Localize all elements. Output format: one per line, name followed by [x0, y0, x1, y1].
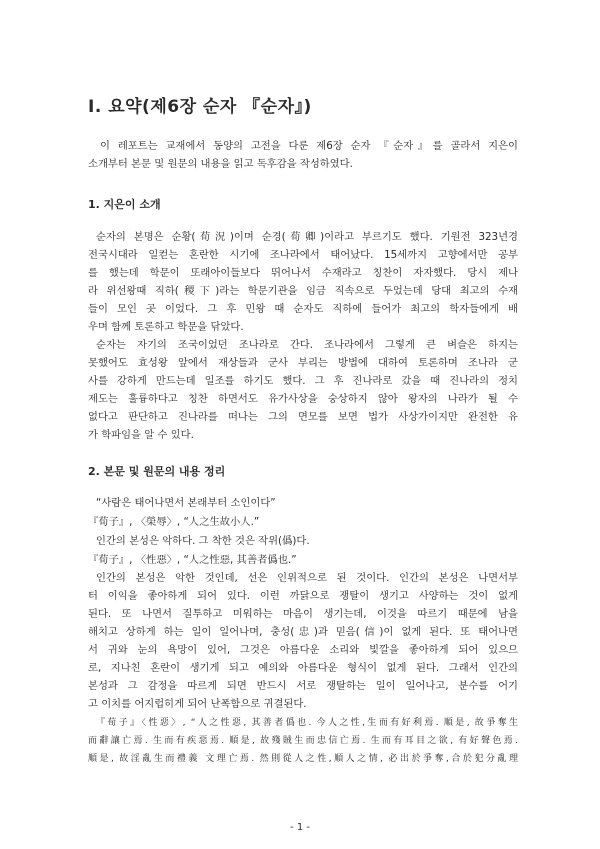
original-text-line: 而辭讓亡焉. 生而有疾惡焉. 順是, 故殘賊生而忠信亡焉. 生而有耳目之欲, 有好聲色焉.	[88, 736, 518, 746]
paragraph-line: 들이 모인 곳 이었다. 그 후 민왕 때 순자도 직하에 들어가 최고의 학자들에게 배	[88, 303, 518, 315]
paragraph-line: 제도는 훌륭하다고 칭찬 하면서도 유가사상을 숭상하지 않아 왕자의 나라가 될 수	[88, 393, 518, 405]
original-text-line: 『荀子』〈性惡〉, “人之性惡, 其善者僞也. 今人之性,生而有好利焉. 順是, 故爭奪生	[96, 718, 518, 728]
intro-line: 이 레포트는 교재에서 동양의 고전을 다룬 제6장 순자 『순자』를 골라서 지은이	[100, 140, 518, 152]
section-heading-author: 1. 지은이 소개	[88, 198, 161, 211]
section-heading-content: 2. 본문 및 원문의 내용 정리	[88, 465, 226, 478]
paragraph-line: 순자의 본명은 순황(荀況)이며 순경(荀卿)이라고 부르기도 했다. 기원전 323년경	[96, 231, 518, 243]
page-title: Ⅰ. 요약(제6장 순자 『순자』)	[88, 97, 312, 117]
original-text-line: 順是, 故淫亂生而禮義 文理亡焉. 然則從人之性,順人之情, 必出於爭奪,合於犯分亂理	[88, 754, 518, 764]
paragraph-line: 를 했는데 학문이 또래아이들보다 뛰어나서 수재라고 칭찬이 자자했다. 당시 제나	[88, 267, 518, 279]
content-paragraph	[88, 569, 518, 713]
paragraph-line: 본성과 그 감정을 따르게 되면 반드시 서로 쟁탈하는 일이 일어나고, 분수를 어기	[88, 680, 518, 692]
quote-source: 『荀子』, 〈性惡〉, “人之性惡, 其善者僞也.”	[88, 554, 297, 566]
quote-line: 인간의 본성은 악하다. 그 착한 것은 작위(僞)다.	[96, 535, 310, 547]
paragraph-line: 못했어도 효성왕 앞에서 재상들과 군사 부리는 방법에 대하여 토론하며 조나라 군	[88, 357, 518, 369]
paragraph-line: 고 이치를 어지럽히게 되어 난폭함으로 귀결된다.	[88, 698, 307, 710]
quote-line: “사람은 태어나면서 본래부터 소인이다”	[96, 497, 276, 509]
paragraph-line: 가 학파임을 알 수 있다.	[88, 429, 194, 441]
paragraph-line: 된다. 또 나면서 질투하고 미워하는 마음이 생기는데, 이것을 따르기 때문에 남을	[88, 608, 518, 620]
paragraph-line: 로, 지나친 혼란이 생기게 되고 예의와 아름다운 형식이 없게 된다. 그래서 인간의	[88, 662, 518, 674]
paragraph-line: 인간의 본성은 악한 것인데, 선은 인위적으로 된 것이다. 인간의 본성은 나면서부	[96, 572, 518, 584]
original-text-paragraph	[88, 714, 518, 768]
page-number: - 1 -	[290, 822, 310, 833]
paragraph-line: 터 이익을 좋아하게 되어 있다. 이런 까닭으로 쟁탈이 생기고 사양하는 것이 없게	[88, 590, 518, 602]
paragraph-line: 해치고 상하게 하는 일이 일어나며, 충성(忠)과 믿음(信)이 없게 된다. 또 태어나면	[88, 626, 518, 638]
paragraph-line: 없다고 판단하고 진나라를 떠나는 그의 면모를 보면 법가 사상가이지만 완전한 유	[88, 411, 518, 423]
paragraph-line: 사를 강하게 만드는데 일조를 하기도 했다. 그 후 진나라로 갔을 때 진나라의 정치	[88, 375, 518, 387]
author-paragraph-1	[88, 228, 518, 336]
paragraph-line: 우며 함께 토론하고 학문을 닦았다.	[88, 321, 244, 333]
author-paragraph-2	[88, 336, 518, 444]
paragraph-line: 전국시대라 일컫는 혼란한 시기에 조나라에서 태어났다. 15세까지 고향에서만 공부	[88, 249, 518, 261]
paragraph-line: 서 귀와 눈의 욕망이 있어, 그것은 아름다운 소리와 빛깔을 좋아하게 되어 있으므	[88, 644, 518, 656]
intro-paragraph	[88, 137, 518, 173]
quote-source: 『荀子』, 〈榮辱〉, “人之生故小人.”	[88, 516, 260, 528]
paragraph-line: 순자는 자기의 조국이었던 조나라로 간다. 조나라에서 그렇게 큰 벼슬은 하지는	[96, 339, 518, 351]
paragraph-line: 라 위선왕때 직하(稷下)라는 학문기관을 임금 직속으로 두었는데 당대 최고의 수재	[88, 285, 518, 297]
intro-line: 소개부터 본문 및 원문의 내용을 읽고 독후감을 작성하였다.	[88, 158, 353, 170]
